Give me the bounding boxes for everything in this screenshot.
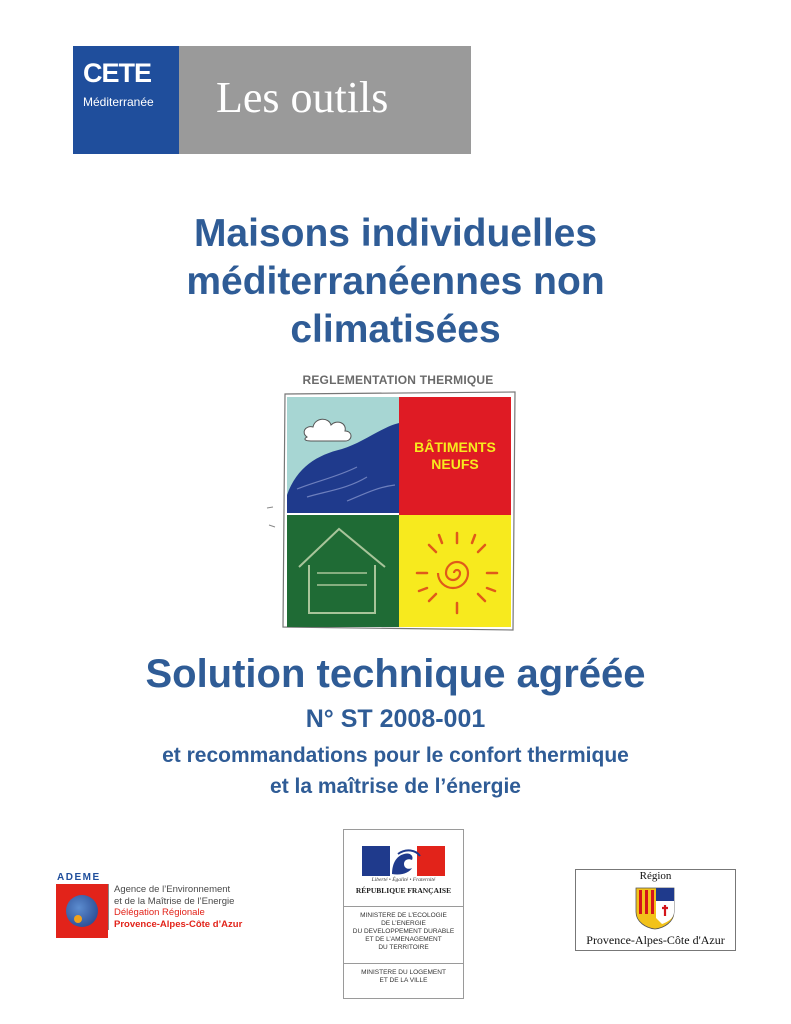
ministry-ecologie <box>344 912 463 952</box>
title-line-1: Maisons individuelles <box>193 212 598 255</box>
solution-title: Solution technique agréée <box>145 652 646 696</box>
region-coat-of-arms-icon <box>634 886 676 930</box>
ministry-logement-line-2: ET DE LA VILLE <box>379 977 428 984</box>
republique-francaise-logo <box>343 829 464 999</box>
ministry-logement <box>344 969 463 985</box>
ministry-ecologie-line-2: DE L’ENERGIE <box>381 920 426 927</box>
marianne-flag-icon <box>362 846 445 876</box>
ministry-ecologie-line-1: MINISTERE DE L’ECOLOGIE <box>360 912 447 919</box>
globe-dot-icon <box>74 915 82 923</box>
rt-logo-label: REGLEMENTATION THERMIQUE <box>302 373 494 387</box>
rt-batiments-neufs-logo <box>265 387 517 632</box>
region-name: Provence-Alpes-Côte d'Azur <box>586 933 725 947</box>
solution-description-line-2: et la maîtrise de l’énergie <box>270 775 521 798</box>
rt-badge-line-2: NEUFS <box>431 456 479 472</box>
cete-logo-name: CETE <box>83 58 152 88</box>
ademe-text <box>108 884 242 930</box>
document-title <box>0 210 791 354</box>
solution-description <box>0 740 791 802</box>
region-logo <box>575 869 736 951</box>
ademe-acronym: ADEME <box>57 872 101 883</box>
ademe-logo <box>56 884 108 938</box>
section-title: Les outils <box>216 73 389 122</box>
ademe-line-1: Agence de l’Environnement <box>114 884 231 895</box>
ministry-ecologie-line-4: ET DE L’AMENAGEMENT <box>365 936 442 943</box>
house-icon <box>287 515 399 627</box>
republique-motto: Liberté • Égalité • Fraternité <box>371 877 436 883</box>
ministry-ecologie-line-5: DU TERRITOIRE <box>378 944 429 951</box>
region-label: Région <box>639 870 672 882</box>
house-quadrant <box>287 515 399 627</box>
rt-badge-text <box>399 439 511 473</box>
batiments-neufs-quadrant <box>399 397 511 515</box>
ministry-logement-line-1: MINISTERE DU LOGEMENT <box>361 969 446 976</box>
sun-quadrant <box>399 515 511 627</box>
globe-icon <box>66 895 98 927</box>
republique-name: RÉPUBLIQUE FRANÇAISE <box>355 886 452 895</box>
cete-logo-subtitle: Méditerranée <box>83 95 154 109</box>
cete-logo <box>73 46 179 154</box>
ministry-ecologie-line-3: DU DEVELOPPEMENT DURABLE <box>352 928 455 935</box>
cloud-sea-icon <box>287 397 399 513</box>
section-banner <box>179 46 471 154</box>
sun-icon <box>399 515 511 627</box>
ademe-line-2: et de la Maîtrise de l’Energie <box>114 895 235 907</box>
title-line-3: climatisées <box>290 308 501 351</box>
sky-sea-quadrant <box>287 397 399 513</box>
divider <box>344 963 463 964</box>
ademe-line-4: Provence-Alpes-Côte d’Azur <box>114 918 243 930</box>
rt-badge-line-1: BÂTIMENTS <box>414 439 496 455</box>
title-line-2: méditerranéennes non <box>186 260 605 303</box>
divider <box>344 906 463 907</box>
solution-number: N° ST 2008-001 <box>305 705 486 733</box>
solution-description-line-1: et recommandations pour le confort thermique <box>162 744 629 767</box>
ademe-line-3: Délégation Régionale <box>114 907 205 918</box>
